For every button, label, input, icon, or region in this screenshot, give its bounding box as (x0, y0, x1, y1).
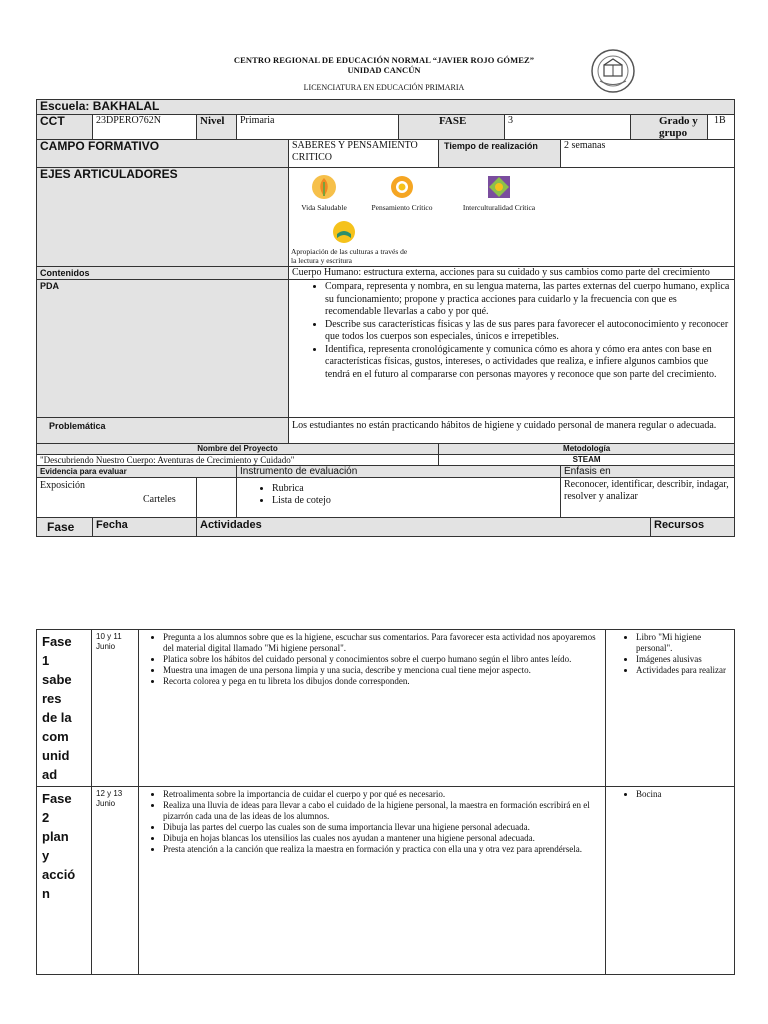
col-fase: Fase (37, 518, 93, 537)
pda-item: • Identifica, representa cronológicamente y comunica cómo es ahora y cómo era antes con base en características físicas, gustos, intereses, o actividades que realiza, e infiere algunos cambios que tendrá en el futuro al compararse con personas mayores y reconoce que son parte del crecimiento. (325, 344, 731, 382)
escuela-field: Escuela: BAKHALAL (37, 100, 735, 115)
contenidos-label: Contenidos (37, 267, 289, 280)
resource-item: • Bocina (636, 789, 730, 800)
pda-list (289, 280, 735, 418)
fase-value: 3 (505, 115, 631, 140)
instrumento-item: • Lista de cotejo (272, 495, 557, 507)
cct-value: 23DPERO762N (93, 115, 197, 140)
metodologia-value: STEAM (439, 455, 735, 466)
nivel-value: Primaria (237, 115, 399, 140)
campo-value: SABERES Y PENSAMIENTO CRITICO (289, 140, 439, 168)
activity-item: • Dibuja en hojas blancas los utensilios las cuales nos ayudan a mantener una higiene personal adecuada. (163, 833, 601, 844)
program-name: LICENCIATURA EN EDUCACIÓN PRIMARIA (303, 83, 465, 92)
evidencia-item: Exposición (40, 480, 85, 491)
tiempo-label: Tiempo de realización (439, 140, 561, 168)
col-actividades: Actividades (197, 518, 651, 537)
unit-name: UNIDAD CANCÚN (347, 65, 421, 75)
pda-item: • Compara, representa y nombra, en su lengua materna, las partes externas del cuerpo humano, explica su funcionamiento; propone y practica acciones para cuidarlo y la frecuencia con que es recomendable llevarlas a cabo y por qué. (325, 281, 731, 319)
activity-item: • Dibuja las partes del cuerpo las cuales son de suma importancia llevar una higiene personal adecuada. (163, 822, 601, 833)
col-recursos: Recursos (651, 518, 735, 537)
activity-item: • Realiza una lluvia de ideas para llevar a cabo el cuidado de la higiene personal, la maestra en formación escribirá en el pizarrón cada una de las ideas de los alumnos. (163, 800, 601, 822)
ejes-label: EJES ARTICULADORES (37, 168, 289, 267)
phase-2-date: 12 y 13 Junio (92, 787, 139, 975)
phase-2-activities (139, 787, 606, 975)
metodologia-label: Metodología (439, 444, 735, 455)
phase-1-date: 10 y 11 Junio (92, 630, 139, 787)
phase-2-resources (606, 787, 735, 975)
ejes-cell (289, 168, 735, 267)
evidencia-label: Evidencia para evaluar (37, 466, 237, 478)
activities-table (36, 629, 735, 975)
table-row (37, 787, 735, 975)
evidencia-value (37, 478, 197, 518)
vida-saludable-icon (311, 174, 337, 200)
phase-1-resources (606, 630, 735, 787)
proyecto-value: "Descubriendo Nuestro Cuerpo: Aventuras de Crecimiento y Cuidado" (37, 455, 439, 466)
grado-label: Grado y grupo (631, 115, 708, 140)
activity-item: • Pregunta a los alumnos sobre que es la higiene, escuchar sus comentarios. Para favorecer esta actividad nos apoyaremos del material digital llamado "Mi higiene personal". (163, 632, 601, 654)
problematica-label: Problemática (37, 418, 289, 444)
institution-name: CENTRO REGIONAL DE EDUCACIÓN NORMAL “JAVIER ROJO GÓMEZ” (233, 55, 535, 65)
evidencia-item: Carteles (143, 494, 176, 505)
phase-2-label: Fase 2 plan y acció n (37, 787, 92, 975)
activity-item: • Recorta colorea y pega en tu libreta los dibujos donde corresponden. (163, 676, 601, 687)
proyecto-label: Nombre del Proyecto (37, 444, 439, 455)
grado-value: 1B (708, 115, 735, 140)
activity-item: • Presta atención a la canción que realiza la maestra en formación y practica con ella una y otra vez para aprendérsela. (163, 844, 601, 855)
eje-apropiacion-culturas: Apropiación de las culturas a través de la lectura y escritura (291, 220, 409, 265)
school-seal-icon (590, 48, 636, 94)
table-row (37, 630, 735, 787)
enfasis-value: Reconocer, identificar, describir, indagar, resolver y analizar (561, 478, 735, 518)
eje-interculturalidad: Interculturalidad Crítica (447, 174, 551, 212)
nivel-label: Nivel (197, 115, 237, 140)
instrumento-label: Instrumento de evaluación (237, 466, 561, 478)
activity-item: • Retroalimenta sobre la importancia de cuidar el cuerpo y por qué es necesario. (163, 789, 601, 800)
eje-vida-saludable: Vida Saludable (291, 174, 357, 212)
instrumento-item: • Rubrica (272, 483, 557, 495)
fase-label: FASE (399, 115, 505, 140)
interculturalidad-icon (486, 174, 512, 200)
planning-table (36, 99, 735, 537)
tiempo-value: 2 semanas (561, 140, 735, 168)
pensamiento-critico-icon (389, 174, 415, 200)
pda-label: PDA (37, 280, 289, 418)
document-header (0, 55, 768, 92)
activity-item: • Platica sobre los hábitos del cuidado personal y conocimientos sobre el cuerpo humano según el libro antes leído. (163, 654, 601, 665)
enfasis-label: Énfasis en (561, 466, 735, 478)
campo-label: CAMPO FORMATIVO (37, 140, 289, 168)
instrumento-list (237, 478, 561, 518)
eje-pensamiento-critico: Pensamiento Crítico (359, 174, 445, 212)
pda-item: • Describe sus características físicas y las de sus pares para favorecer el autoconocimiento y reconocer que todos los cuerpos son especiales, únicos e irrepetibles. (325, 319, 731, 344)
contenidos-value: Cuerpo Humano: estructura externa, acciones para su cuidado y sus cambios como parte del crecimiento (289, 267, 735, 280)
problematica-value: Los estudiantes no están practicando hábitos de higiene y cuidado personal de manera regular o adecuada. (289, 418, 735, 444)
activity-item: • Muestra una imagen de una persona limpia y una sucia, describe y menciona cual tiene mejor aspecto. (163, 665, 601, 676)
phase-1-activities (139, 630, 606, 787)
resource-item: • Libro "Mi higiene personal". (636, 632, 730, 654)
resource-item: • Imágenes alusivas (636, 654, 730, 665)
col-fecha: Fecha (93, 518, 197, 537)
resource-item: • Actividades para realizar (636, 665, 730, 676)
apropiacion-culturas-icon (331, 220, 357, 244)
cct-label: CCT (37, 115, 93, 140)
phase-1-label: Fase 1 sabe res de la com unid ad (37, 630, 92, 787)
